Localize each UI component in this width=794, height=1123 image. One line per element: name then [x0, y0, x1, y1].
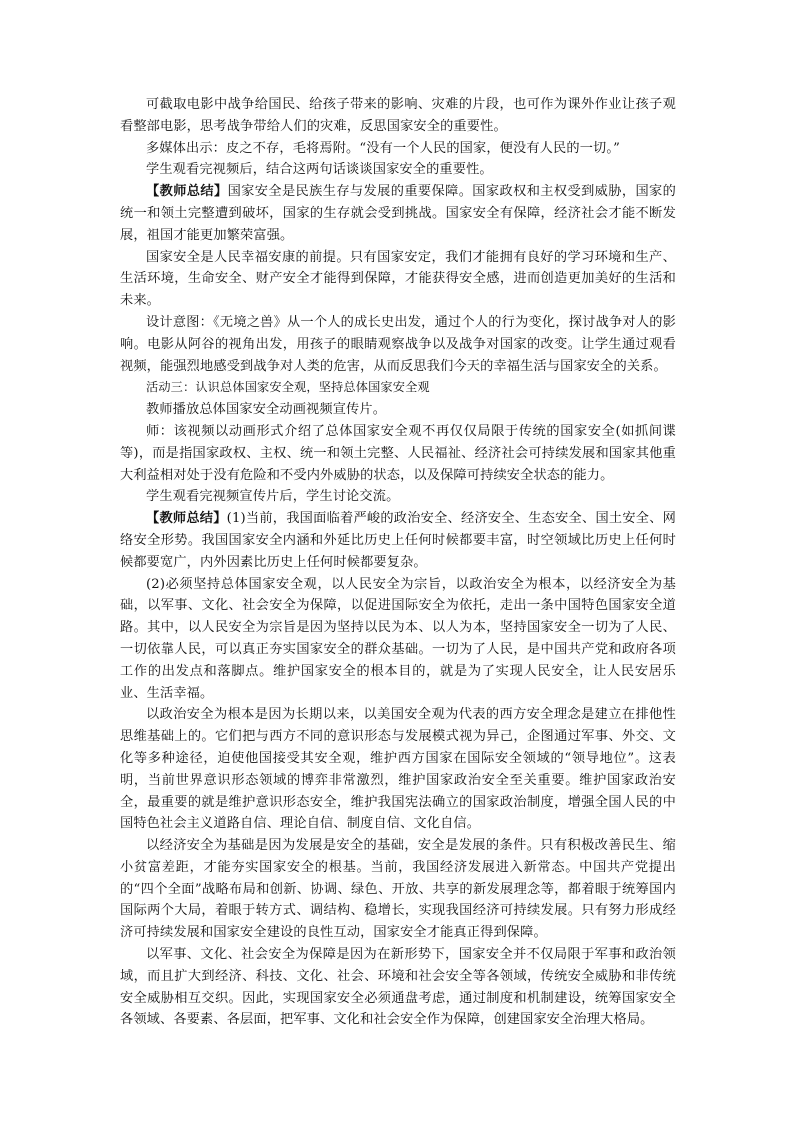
paragraph: 学生观看完视频后，结合这两句话谈谈国家安全的重要性。: [146, 162, 493, 178]
teacher-summary-label: 【教师总结】: [146, 184, 228, 200]
activity-heading: 活动三：认识总体国家安全观，坚持总体国家安全观: [146, 380, 430, 395]
paragraph: 以军事、文化、社会安全为保障是因为在新形势下，国家安全并不仅局限于军事和政治领域，而且扩大到经济、科技、文化、社会、环境和社会安全等各领域，传统安全威胁和非传统安全威胁相互交织。因此，实现国家安全必须通盘考虑，通过制度和机制建设，统筹国家安全各领域、各要素、各层面，把军事、文化和社会安全作为保障，创建国家安全治理大格局。: [120, 947, 676, 1028]
document-body: [120, 94, 676, 1031]
paragraph: 国家安全是人民幸福安康的前提。只有国家安定，我们才能拥有良好的学习环境和生产、生活环境，生命安全、财产安全才能得到保障，才能获得安全感，进而创造更加美好的生活和未来。: [120, 249, 676, 309]
paragraph: 以经济安全为基础是因为发展是安全的基础，安全是发展的条件。只有积极改善民生、缩小贫富差距，才能夯实国家安全的根基。当前，我国经济发展进入新常态。中国共产党提出的“四个全面”战略布局和创新、协调、绿色、开放、共享的新发展理念等，都着眼于统筹国内国际两个大局，着眼于转方式、调结构、稳增长，实现我国经济可持续发展。只有努力形成经济可持续发展和国家安全建设的良性互动，国家安全才能真正得到保障。: [120, 838, 676, 941]
paragraph: 多媒体出示：皮之不存，毛将焉附。“没有一个人民的国家，便没有人民的一切。”: [146, 140, 620, 156]
paragraph: 教师播放总体国家安全动画视频宣传片。: [146, 402, 387, 418]
paragraph: 可截取电影中战争给国民、给孩子带来的影响、灾难的片段，也可作为课外作业让孩子观看整部电影，思考战争带给人们的灾难，反思国家安全的重要性。: [120, 97, 676, 134]
teacher-summary-label: 【教师总结】: [146, 511, 227, 527]
design-intent-paragraph: 设计意图：《无境之兽》从一个人的成长史出发，通过个人的行为变化，探讨战争对人的影响。电影从阿谷的视角出发，用孩子的眼睛观察战争以及战争对国家的改变。让学生通过观看视频，能强烈地感受到战争对人类的危害，从而反思我们今天的幸福生活与国家安全的关系。: [120, 314, 676, 374]
paragraph: 师：该视频以动画形式介绍了总体国家安全观不再仅仅局限于传统的国家安全(如抓间谍等)，而是指国家政权、主权、统一和领土完整、人民福祉、经济社会可持续发展和国家其他重大利益相对处于没有危险和不受内外威胁的状态，以及保障可持续安全状态的能力。: [120, 423, 676, 483]
paragraph: 学生观看完视频宣传片后，学生讨论交流。: [146, 489, 400, 505]
paragraph: [120, 181, 676, 246]
paragraph-text: 国家安全是民族生存与发展的重要保障。国家政权和主权受到威胁，国家的统一和领土完整遭到破坏，国家的生存就会受到挑战。国家安全有保障，经济社会才能不断发展，祖国才能更加繁荣富强。: [120, 184, 676, 243]
paragraph: (2)必须坚持总体国家安全观，以人民安全为宗旨，以政治安全为根本，以经济安全为基础，以军事、文化、社会安全为保障，以促进国际安全为依托，走出一条中国特色国家安全道路。其中，以人民安全为宗旨是因为坚持以民为本、以人为本，坚持国家安全一切为了人民、一切依靠人民，可以真正夯实国家安全的群众基础。一切为了人民，是中国共产党和政府各项工作的出发点和落脚点。维护国家安全的根本目的，就是为了实现人民安全，让人民安居乐业、生活幸福。: [120, 576, 676, 701]
paragraph: [120, 508, 676, 573]
paragraph: 以政治安全为根本是因为长期以来，以美国安全观为代表的西方安全理念是建立在排他性思维基础上的。它们把与西方不同的意识形态与发展模式视为异己，企图通过军事、外交、文化等多种途径，迫使他国接受其安全观，维护西方国家在国际安全领域的“领导地位”。这表明，当前世界意识形态领域的博弈非常激烈，维护国家政治安全至关重要。维护国家政治安全，最重要的就是维护意识形态安全，维护我国宪法确立的国家政治制度，增强全国人民的中国特色社会主义道路自信、理论自信、制度自信、文化自信。: [120, 707, 676, 832]
paragraph-text: (1)当前，我国面临着严峻的政治安全、经济安全、生态安全、国土安全、网络安全形势。我国国家安全内涵和外延比历史上任何时候都要丰富，时空领域比历史上任何时候都要宽广，内外因素比历史上任何时候都要复杂。: [120, 511, 676, 570]
